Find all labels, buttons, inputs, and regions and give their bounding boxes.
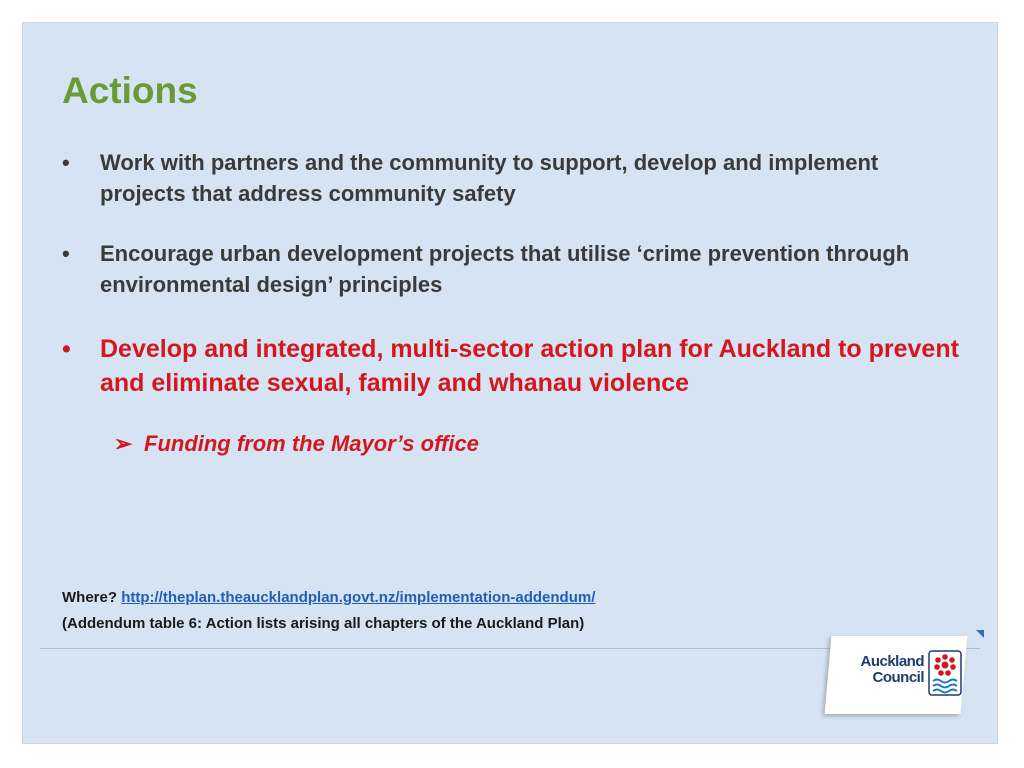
logo-line-1: Auckland (860, 653, 924, 670)
bullet-text: Develop and integrated, multi-sector action plan for Auckland to prevent and eliminate sexual, family and whanau violence (100, 335, 959, 397)
addendum-note: (Addendum table 6: Action lists arising all chapters of the Auckland Plan) (62, 615, 585, 632)
where-line (62, 589, 595, 606)
arrow-bullet-icon: ➢ (114, 431, 133, 456)
logo-line-2: Council (872, 669, 924, 686)
bullet-text: Work with partners and the community to support, develop and implement projects that address community safety (100, 150, 879, 206)
slide-title: Actions (62, 70, 198, 111)
corner-accent (976, 630, 984, 638)
sub-bullet-text: Funding from the Mayor’s office (144, 431, 479, 456)
bullet-item (62, 147, 962, 209)
sub-bullet (114, 431, 479, 457)
bullet-marker: • (62, 150, 70, 175)
where-label: Where? (62, 589, 118, 606)
addendum-link[interactable]: http://theplan.theaucklandplan.govt.nz/implementation-addendum/ (121, 589, 596, 606)
bullet-list (62, 147, 962, 400)
bullet-text: Encourage urban development projects that utilise ‘crime prevention through environmental design’ principles (100, 241, 910, 297)
bullet-item-highlight (62, 332, 962, 400)
bullet-marker: • (62, 335, 71, 363)
bullet-marker: • (62, 241, 70, 266)
auckland-council-logo-text (852, 654, 924, 686)
pohutukawa-flower-icon (928, 650, 962, 696)
bullet-item (62, 238, 962, 300)
